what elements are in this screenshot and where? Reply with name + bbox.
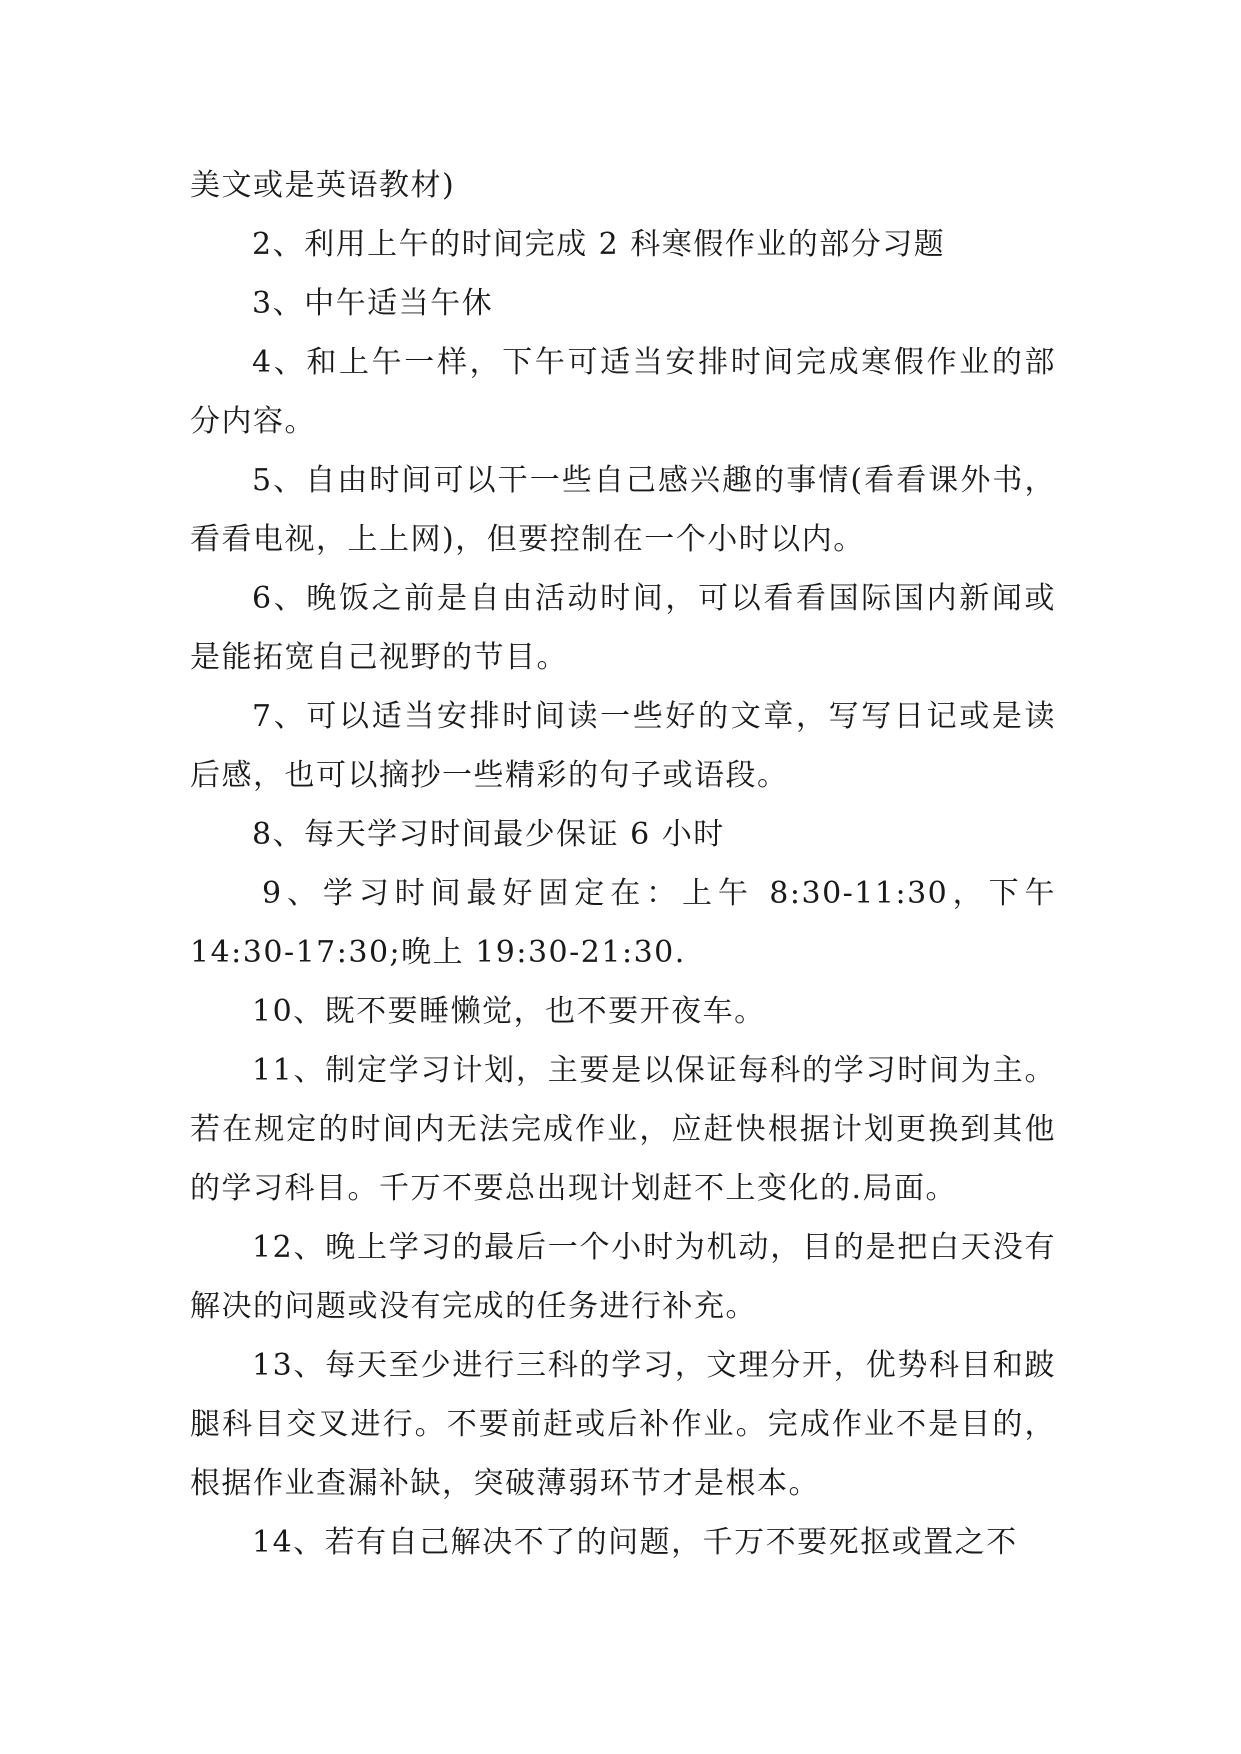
paragraph-item-6: 6、晚饭之前是自由活动时间，可以看看国际国内新闻或是能拓宽自己视野的节目。 (190, 581, 1056, 675)
paragraph-item-2: 2、利用上午的时间完成 2 科寒假作业的部分习题 (252, 227, 946, 262)
paragraph-item-14: 14、若有自己解决不了的问题，千万不要死抠或置之不 (252, 1525, 1018, 1560)
paragraph-item-12: 12、晚上学习的最后一个小时为机动，目的是把白天没有解决的问题或没有完成的任务进行补充。 (190, 1230, 1056, 1324)
paragraph-item-13: 13、每天至少进行三科的学习，文理分开，优势科目和跛腿科目交叉进行。不要前赶或后补作业。完成作业不是目的，根据作业查漏补缺，突破薄弱环节才是根本。 (190, 1348, 1056, 1501)
paragraph-item-9: 9、学习时间最好固定在：上午 8:30-11:30，下午 14:30-17:30;晚上 19:30-21:30. (190, 876, 1056, 970)
paragraph-item-5: 5、自由时间可以干一些自己感兴趣的事情(看看课外书，看看电视，上上网)，但要控制在一个小时以内。 (190, 463, 1056, 557)
paragraph-item-7: 7、可以适当安排时间读一些好的文章，写写日记或是读后感，也可以摘抄一些精彩的句子或语段。 (190, 699, 1056, 793)
paragraph-continuation: 美文或是英语教材) (190, 168, 456, 203)
paragraph-item-11: 11、制定学习计划，主要是以保证每科的学习时间为主。若在规定的时间内无法完成作业，应赶快根据计划更换到其他的学习科目。千万不要总出现计划赶不上变化的.局面。 (190, 1053, 1056, 1206)
document-page (190, 156, 1056, 1572)
paragraph-item-4: 4、和上午一样，下午可适当安排时间完成寒假作业的部分内容。 (190, 345, 1056, 439)
paragraph-item-3: 3、中午适当午休 (252, 286, 494, 321)
paragraph-item-10: 10、既不要睡懒觉，也不要开夜车。 (252, 994, 766, 1029)
paragraph-item-8: 8、每天学习时间最少保证 6 小时 (252, 817, 725, 852)
